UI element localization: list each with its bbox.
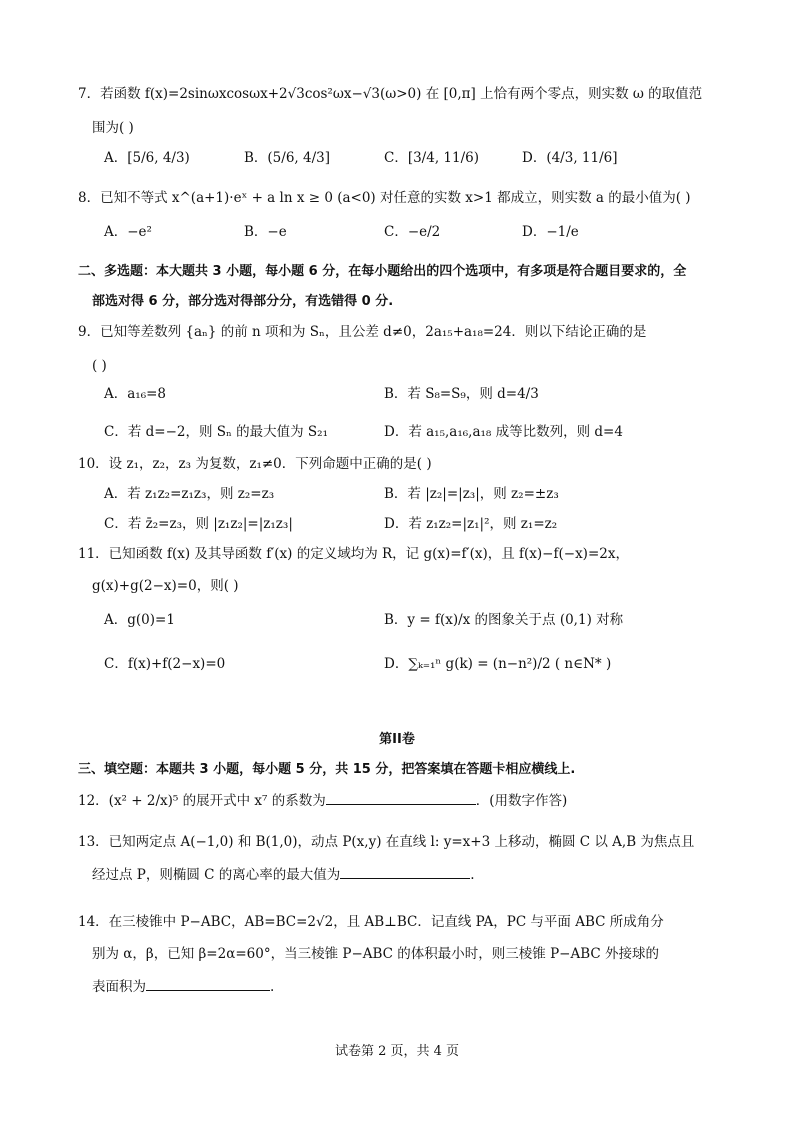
q12-text-end: ．(用数字作答) xyxy=(475,793,568,809)
q11-option-b: B．y = f(x)/x 的图象关于点 (0,1) 对称 xyxy=(384,612,624,628)
q14-line1: 14．在三棱锥中 P−ABC，AB=BC=2√2，且 AB⊥BC．记直线 PA，PC 与平面 ABC 所成角分 xyxy=(78,914,664,930)
q14-text: 表面积为 xyxy=(92,979,146,995)
q9-line2: ( ) xyxy=(92,358,107,374)
q8-option-c: C．−e/2 xyxy=(384,224,441,240)
q9-option-b: B．若 S₈=S₉，则 d=4/3 xyxy=(384,386,539,402)
q9-option-d: D．若 a₁₅,a₁₆,a₁₈ 成等比数列，则 d=4 xyxy=(384,424,623,440)
volume-heading: 第II卷 xyxy=(379,732,415,747)
q7-option-c: C．[3/4, 11/6) xyxy=(384,150,479,166)
q13-line2 xyxy=(92,864,475,885)
q10-line1: 10．设 z₁，z₂，z₃ 为复数，z₁≠0．下列命题中正确的是( ) xyxy=(78,456,432,472)
q10-option-a: A．若 z₁z₂=z₁z₃，则 z₂=z₃ xyxy=(104,486,275,502)
page-footer: 试卷第 2 页，共 4 页 xyxy=(334,1044,460,1059)
q9-line1: 9．已知等差数列 {aₙ} 的前 n 项和为 Sₙ，且公差 d≠0，2a₁₅+a₁₈=24．则以下结论正确的是 xyxy=(78,324,647,340)
q11-option-a: A．g(0)=1 xyxy=(104,612,175,628)
q10-option-d: D．若 z₁z₂=|z₁|²，则 z₁=z₂ xyxy=(384,516,558,532)
q9-option-c: C．若 d=−2，则 Sₙ 的最大值为 S₂₁ xyxy=(104,424,329,440)
q10-option-c: C．若 z̄₂=z₃，则 |z₁z₂|=|z₁z₃| xyxy=(104,516,293,532)
q11-line2: g(x)+g(2−x)=0，则( ) xyxy=(92,578,239,594)
q12-text: 12．(x² + 2/x)⁵ 的展开式中 x⁷ 的系数为 xyxy=(78,793,326,809)
q8-option-b: B．−e xyxy=(244,224,287,240)
q14-line3 xyxy=(92,976,274,997)
q14-line2: 别为 α，β，已知 β=2α=60°，当三棱锥 P−ABC 的体积最小时，则三棱锥 P−ABC 外接球的 xyxy=(92,946,660,962)
q13-text-end: . xyxy=(470,867,475,883)
section2-heading-line2: 部选对得 6 分，部分选对得部分分，有选错得 0 分. xyxy=(92,294,394,309)
q12-line xyxy=(78,790,567,811)
q13-line1: 13．已知两定点 A(−1,0) 和 B(1,0)，动点 P(x,y) 在直线 l: y=x+3 上移动，椭圆 C 以 A,B 为焦点且 xyxy=(78,834,695,850)
q11-option-c: C．f(x)+f(2−x)=0 xyxy=(104,656,226,672)
q11-option-d: D．∑ₖ₌₁ⁿ g(k) = (n−n²)/2 ( n∈N* ) xyxy=(384,656,612,672)
section2-heading-line1: 二、多选题：本大题共 3 小题，每小题 6 分，在每小题给出的四个选项中，有多项是符合题目要求的，全 xyxy=(78,264,687,279)
q8-line1: 8．已知不等式 x^(a+1)·eˣ + a ln x ≥ 0 (a<0) 对任意的实数 x>1 都成立，则实数 a 的最小值为( ) xyxy=(78,190,691,206)
q11-line1: 11．已知函数 f(x) 及其导函数 f′(x) 的定义域均为 R，记 g(x)=f′(x)，且 f(x)−f(−x)=2x， xyxy=(78,546,629,562)
q7-line1: 7．若函数 f(x)=2sinωxcosωx+2√3cos²ωx−√3(ω>0) 在 [0,π] 上恰有两个零点，则实数 ω 的取值范 xyxy=(78,86,703,102)
q7-option-b: B．(5/6, 4/3] xyxy=(244,150,330,166)
q10-option-b: B．若 |z₂|=|z₃|，则 z₂=±z₃ xyxy=(384,486,559,502)
q7-option-d: D．(4/3, 11/6] xyxy=(522,150,618,166)
section3-heading: 三、填空题：本题共 3 小题，每小题 5 分，共 15 分，把答案填在答题卡相应横线上. xyxy=(78,762,576,777)
q14-text-end: . xyxy=(270,979,275,995)
q13-answer-blank xyxy=(340,864,470,879)
q9-option-a: A．a₁₆=8 xyxy=(104,386,167,402)
q13-text: 经过点 P，则椭圆 C 的离心率的最大值为 xyxy=(92,867,341,883)
q12-answer-blank xyxy=(326,790,476,805)
q8-option-d: D．−1/e xyxy=(522,224,579,240)
q7-line2: 围为( ) xyxy=(92,120,134,136)
q7-option-a: A．[5/6, 4/3) xyxy=(104,150,190,166)
q8-option-a: A．−e² xyxy=(104,224,152,240)
q14-answer-blank xyxy=(146,976,270,991)
